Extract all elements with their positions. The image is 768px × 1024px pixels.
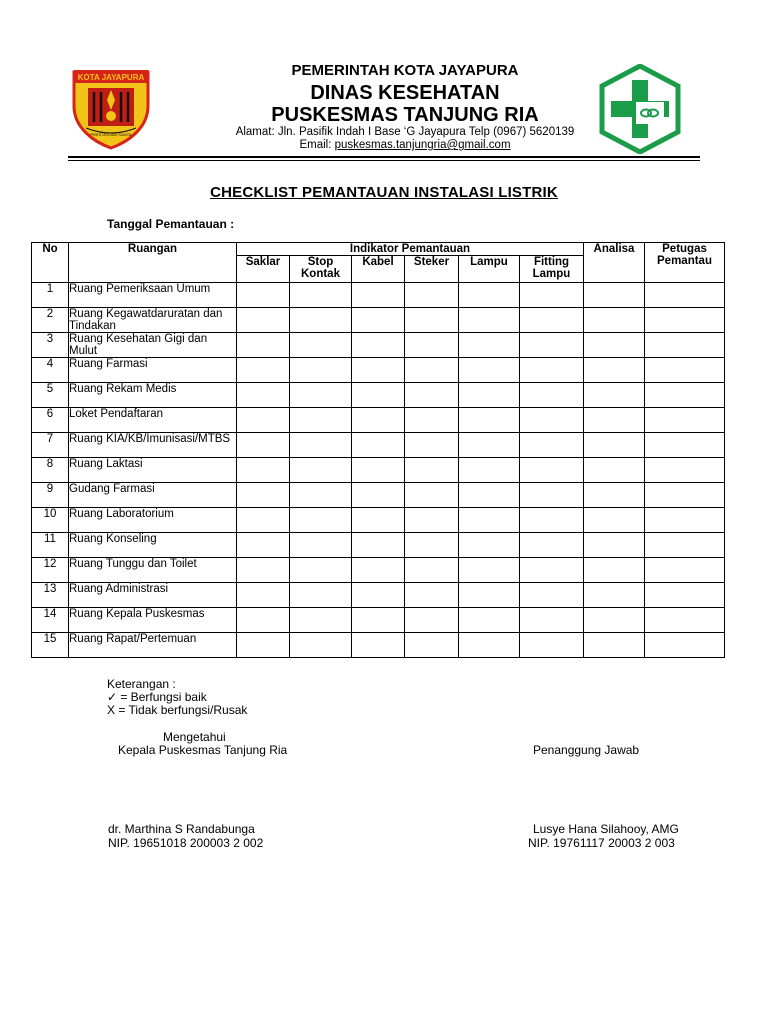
room-name: Ruang Administrasi [69,583,237,608]
check-icon: ✓ [107,690,118,704]
table-row [32,433,725,458]
document-title-text: CHECKLIST PEMANTAUAN INSTALASI LISTRIK [210,184,558,201]
table-row [32,533,725,558]
table-row [32,283,725,308]
room-name: Gudang Farmasi [69,483,237,508]
header-steker: Steker [405,256,459,283]
cell-petugas[interactable] [645,483,725,508]
cell-analisa[interactable] [584,358,645,383]
cell-steker[interactable] [405,383,459,408]
cell-analisa[interactable] [584,308,645,333]
cell-analisa[interactable] [584,583,645,608]
cell-fitting-lampu[interactable] [520,458,584,483]
cell-saklar[interactable] [237,358,290,383]
room-name: Ruang Rapat/Pertemuan [69,633,237,658]
cell-analisa[interactable] [584,558,645,583]
cell-petugas[interactable] [645,458,725,483]
header-analisa: Analisa [584,243,645,283]
row-number: 1 [32,283,69,308]
table-row [32,633,725,658]
cell-stop-kontak[interactable] [290,583,352,608]
cell-fitting-lampu[interactable] [520,508,584,533]
header-fitting-lampu: Fitting Lampu [520,256,584,283]
cell-lampu[interactable] [459,633,520,658]
cell-steker[interactable] [405,508,459,533]
cell-analisa[interactable] [584,458,645,483]
cell-kabel[interactable] [352,558,405,583]
cell-fitting-lampu[interactable] [520,383,584,408]
header-indicator-group: Indikator Pemantauan [237,243,584,256]
cell-lampu[interactable] [459,508,520,533]
cell-petugas[interactable] [645,633,725,658]
cell-analisa[interactable] [584,283,645,308]
header-lampu: Lampu [459,256,520,283]
email-line [200,139,610,151]
table-row [32,558,725,583]
cell-analisa[interactable] [584,508,645,533]
row-number: 13 [32,583,69,608]
cell-analisa[interactable] [584,433,645,458]
header-petugas: Petugas Pemantau [645,243,725,283]
cell-stop-kontak[interactable] [290,333,352,358]
cell-kabel[interactable] [352,508,405,533]
cell-fitting-lampu[interactable] [520,483,584,508]
cell-steker[interactable] [405,483,459,508]
cell-saklar[interactable] [237,333,290,358]
room-name: Ruang Tunggu dan Toilet [69,558,237,583]
cell-analisa[interactable] [584,408,645,433]
email-label: Email: [299,139,332,151]
room-name: Ruang Laktasi [69,458,237,483]
cell-fitting-lampu[interactable] [520,283,584,308]
cell-steker[interactable] [405,458,459,483]
cell-steker[interactable] [405,583,459,608]
cell-kabel[interactable] [352,333,405,358]
cell-lampu[interactable] [459,308,520,333]
table-row [32,358,725,383]
responsible-nip: NIP. 19761117 20003 2 003 [528,836,675,850]
legend-title: Keterangan : [107,677,176,691]
cell-steker[interactable] [405,558,459,583]
cell-kabel[interactable] [352,458,405,483]
cell-fitting-lampu[interactable] [520,633,584,658]
government-name: PEMERINTAH KOTA JAYAPURA [291,62,519,79]
cell-lampu[interactable] [459,458,520,483]
svg-text:KOTA JAYAPURA: KOTA JAYAPURA [77,73,145,82]
row-number: 10 [32,508,69,533]
cell-lampu[interactable] [459,433,520,458]
cell-petugas[interactable] [645,583,725,608]
cell-stop-kontak[interactable] [290,283,352,308]
cell-fitting-lampu[interactable] [520,333,584,358]
cell-petugas[interactable] [645,433,725,458]
table-row [32,383,725,408]
cell-steker[interactable] [405,608,459,633]
table-row [32,458,725,483]
checklist-table [31,242,725,658]
email-link[interactable]: puskesmas.tanjungria@gmail.com [334,139,511,151]
cell-petugas[interactable] [645,383,725,408]
cell-lampu[interactable] [459,358,520,383]
cell-saklar[interactable] [237,558,290,583]
cell-saklar[interactable] [237,433,290,458]
cell-saklar[interactable] [237,383,290,408]
cell-saklar[interactable] [237,533,290,558]
cell-kabel[interactable] [352,633,405,658]
header-divider [68,156,700,158]
head-nip: NIP. 19651018 200003 2 002 [108,836,264,850]
room-name: Ruang Konseling [69,533,237,558]
cell-saklar[interactable] [237,308,290,333]
row-number: 11 [32,533,69,558]
row-number: 6 [32,408,69,433]
puskesmas-name: PUSKESMAS TANJUNG RIA [271,104,539,126]
row-number: 3 [32,333,69,358]
cell-lampu[interactable] [459,583,520,608]
room-name: Ruang Laboratorium [69,508,237,533]
cell-stop-kontak[interactable] [290,558,352,583]
row-number: 2 [32,308,69,333]
table-row [32,583,725,608]
cell-stop-kontak[interactable] [290,458,352,483]
cell-saklar[interactable] [237,508,290,533]
svg-text:PRESTASI ADI SANTA: PRESTASI ADI SANTA [90,132,132,137]
cell-kabel[interactable] [352,283,405,308]
cell-stop-kontak[interactable] [290,433,352,458]
header-room: Ruangan [69,243,237,283]
address-line: Alamat: Jln. Pasifik Indah I Base ‘G Jayapura Telp (0967) 5620139 [235,126,575,138]
kota-jayapura-logo [68,66,154,150]
row-number: 7 [32,433,69,458]
cell-lampu[interactable] [459,558,520,583]
legend-ok-text: = Berfungsi baik [120,690,207,704]
cell-saklar[interactable] [237,408,290,433]
header-kabel: Kabel [352,256,405,283]
document-title [0,184,768,201]
cell-lampu[interactable] [459,408,520,433]
cell-analisa[interactable] [584,633,645,658]
cell-kabel[interactable] [352,583,405,608]
cell-stop-kontak[interactable] [290,483,352,508]
cell-steker[interactable] [405,358,459,383]
cell-fitting-lampu[interactable] [520,308,584,333]
cell-kabel[interactable] [352,533,405,558]
cell-stop-kontak[interactable] [290,308,352,333]
room-name: Ruang Rekam Medis [69,383,237,408]
cell-lampu[interactable] [459,333,520,358]
cell-stop-kontak[interactable] [290,408,352,433]
cell-kabel[interactable] [352,408,405,433]
room-name: Ruang Kegawatdaruratan dan Tindakan [69,308,237,333]
cell-saklar[interactable] [237,283,290,308]
cell-kabel[interactable] [352,483,405,508]
cell-kabel[interactable] [352,383,405,408]
acknowledge-label: Mengetahui [163,730,226,744]
room-name: Ruang Pemeriksaan Umum [69,283,237,308]
table-row [32,608,725,633]
cell-stop-kontak[interactable] [290,358,352,383]
legend [107,678,247,717]
dinas-name: DINAS KESEHATAN [310,82,500,104]
puskesmas-logo [598,64,682,154]
row-number: 9 [32,483,69,508]
row-number: 15 [32,633,69,658]
monitoring-date-label: Tanggal Pemantauan : [107,217,235,231]
cell-petugas[interactable] [645,308,725,333]
cell-kabel[interactable] [352,608,405,633]
cell-petugas[interactable] [645,333,725,358]
cell-steker[interactable] [405,433,459,458]
cell-saklar[interactable] [237,633,290,658]
cell-stop-kontak[interactable] [290,533,352,558]
header-stop-kontak: Stop Kontak [290,256,352,283]
table-row [32,508,725,533]
cell-steker[interactable] [405,533,459,558]
cell-fitting-lampu[interactable] [520,408,584,433]
cell-fitting-lampu[interactable] [520,558,584,583]
room-name: Loket Pendaftaran [69,408,237,433]
table-row [32,408,725,433]
cell-saklar[interactable] [237,608,290,633]
cell-fitting-lampu[interactable] [520,608,584,633]
responsible-role: Penanggung Jawab [533,743,640,757]
cell-steker[interactable] [405,408,459,433]
cell-fitting-lampu[interactable] [520,433,584,458]
cell-fitting-lampu[interactable] [520,533,584,558]
cell-lampu[interactable] [459,283,520,308]
cell-lampu[interactable] [459,383,520,408]
responsible-name: Lusye Hana Silahooy, AMG [533,822,679,836]
cell-petugas[interactable] [645,283,725,308]
table-row [32,333,725,358]
cell-stop-kontak[interactable] [290,633,352,658]
header-no: No [32,243,69,283]
cell-petugas[interactable] [645,408,725,433]
cell-stop-kontak[interactable] [290,608,352,633]
cell-analisa[interactable] [584,608,645,633]
head-name: dr. Marthina S Randabunga [108,822,255,836]
cell-lampu[interactable] [459,533,520,558]
cell-analisa[interactable] [584,483,645,508]
cell-kabel[interactable] [352,358,405,383]
row-number: 5 [32,383,69,408]
row-number: 8 [32,458,69,483]
table-row [32,483,725,508]
cell-petugas[interactable] [645,358,725,383]
cell-analisa[interactable] [584,533,645,558]
legend-bad: X = Tidak berfungsi/Rusak [107,703,248,717]
cell-saklar[interactable] [237,458,290,483]
header-divider-thin [68,160,700,161]
cell-steker[interactable] [405,283,459,308]
cell-analisa[interactable] [584,333,645,358]
cell-saklar[interactable] [237,483,290,508]
head-role: Kepala Puskesmas Tanjung Ria [118,743,288,757]
row-number: 14 [32,608,69,633]
cell-lampu[interactable] [459,483,520,508]
room-name: Ruang Kesehatan Gigi dan Mulut [69,333,237,358]
cell-steker[interactable] [405,308,459,333]
cell-fitting-lampu[interactable] [520,358,584,383]
checklist-body [32,283,725,658]
room-name: Ruang Kepala Puskesmas [69,608,237,633]
cell-petugas[interactable] [645,608,725,633]
row-number: 4 [32,358,69,383]
cell-petugas[interactable] [645,508,725,533]
cell-analisa[interactable] [584,383,645,408]
room-name: Ruang Farmasi [69,358,237,383]
room-name: Ruang KIA/KB/Imunisasi/MTBS [69,433,237,458]
cell-petugas[interactable] [645,558,725,583]
cell-stop-kontak[interactable] [290,508,352,533]
row-number: 12 [32,558,69,583]
header-saklar: Saklar [237,256,290,283]
cell-lampu[interactable] [459,608,520,633]
cell-stop-kontak[interactable] [290,383,352,408]
cell-saklar[interactable] [237,583,290,608]
cell-petugas[interactable] [645,533,725,558]
table-row [32,308,725,333]
cell-fitting-lampu[interactable] [520,583,584,608]
cell-kabel[interactable] [352,433,405,458]
cell-steker[interactable] [405,333,459,358]
cell-steker[interactable] [405,633,459,658]
cell-kabel[interactable] [352,308,405,333]
